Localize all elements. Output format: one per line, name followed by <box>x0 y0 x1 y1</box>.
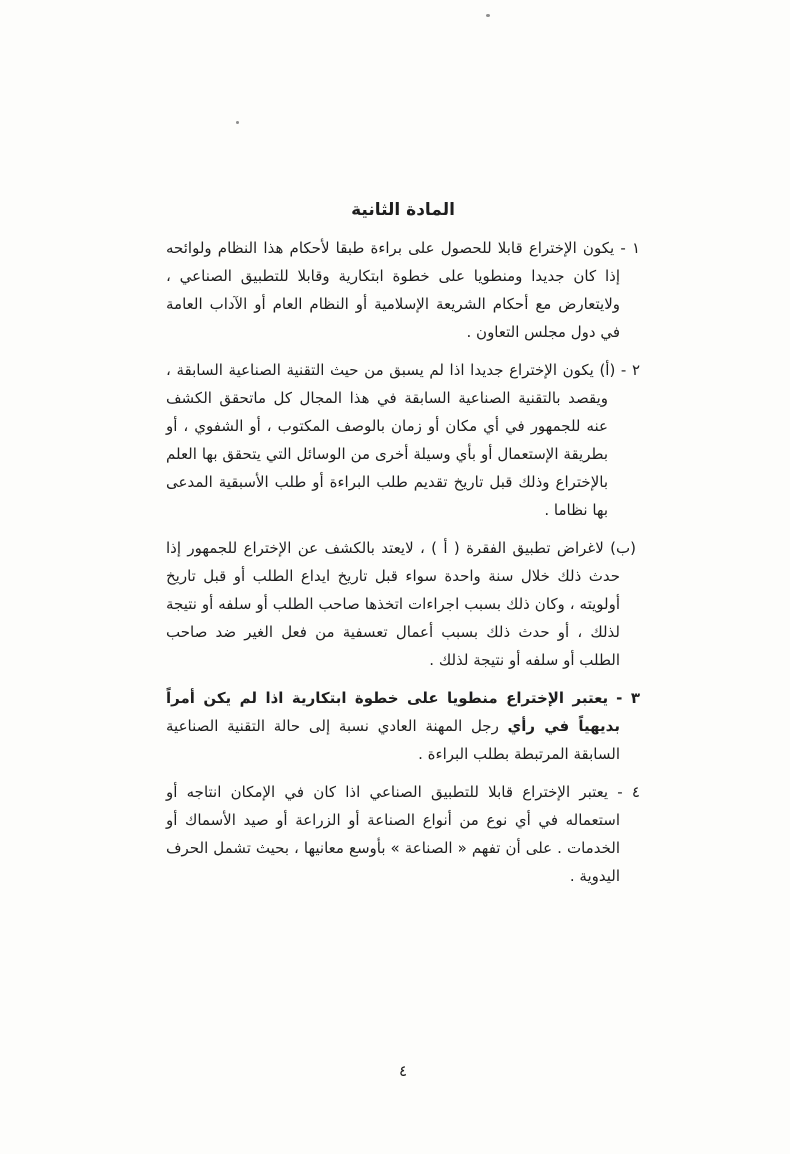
item-text: يعتبر الإختراع قابلا للتطبيق الصناعي اذا كان في الإمكان انتاجه أو استعماله في أي نوع من أنواع الصناعة أو الزراعة أو صيد الأسماك أو الخدمات . على أن تفهم « الصناعة » بأوسع معانيها ، بحيث تشمل الحرف اليدوية . <box>166 783 620 885</box>
page-number: ٤ <box>398 1062 408 1080</box>
article-item <box>166 684 640 768</box>
article-item <box>166 234 640 346</box>
scan-speck <box>236 121 239 124</box>
item-text: يكون الإختراع قابلا للحصول على براءة طبقا لأحكام هذا النظام ولوائحه إذا كان جديدا ومنطويا على خطوة ابتكارية وقابلا للتطبيق الصناعي ، ولايتعارض مع أحكام الشريعة الإسلامية أو النظام العام أو الآداب العامة في دول مجلس التعاون . <box>166 239 620 341</box>
item-marker: ٤ - <box>617 783 640 801</box>
article-sub-item <box>166 534 636 674</box>
item-marker: ٢ - (أ) <box>599 361 640 379</box>
article-title: المادة الثانية <box>351 200 455 220</box>
item-marker: ١ - <box>620 239 640 257</box>
item-marker: (ب) <box>610 539 636 557</box>
scan-speck <box>486 14 490 17</box>
article-item <box>166 356 640 524</box>
item-text: يكون الإختراع جديدا اذا لم يسبق من حيث التقنية الصناعية السابقة ، ويقصد بالتقنية الصناعية السابقة في هذا المجال كل ماتحقق الكشف عنه للجمهور في أي مكان أو زمان بالوصف المكتوب ، أو الشفوي ، أو بطريقة الإستعمال أو بأي وسيلة أخرى من الوسائل التي يتحقق بها العلم بالإختراع وذلك قبل تاريخ تقديم طلب البراءة أو طلب الأسبقية المدعى بها نظاما . <box>166 361 608 519</box>
item-text: لاغراض تطبيق الفقرة ( أ ) ، لايعتد بالكشف عن الإختراع للجمهور إذا حدث ذلك خلال سنة واحدة سواء قبل تاريخ ايداع الطلب أو قبل تاريخ أولويته ، وكان ذلك بسبب اجراءات اتخذها صاحب الطلب أو سلفه أو نتيجة لذلك ، أو حدث ذلك بسبب أعمال تعسفية من فعل الغير ضد صاحب الطلب أو سلفه أو نتيجة لذلك . <box>166 539 620 669</box>
item-marker: ٣ - <box>616 689 640 707</box>
article-content <box>166 200 640 900</box>
item-bold-text: يعتبر الإختراع منطويا على خطوة ابتكارية اذا لم يكن أمراً بديهياً في رأي <box>166 689 620 735</box>
item-text: رجل المهنة العادي نسبة إلى حالة التقنية الصناعية السابقة المرتبطة بطلب البراءة . <box>166 717 620 763</box>
article-item <box>166 778 640 890</box>
